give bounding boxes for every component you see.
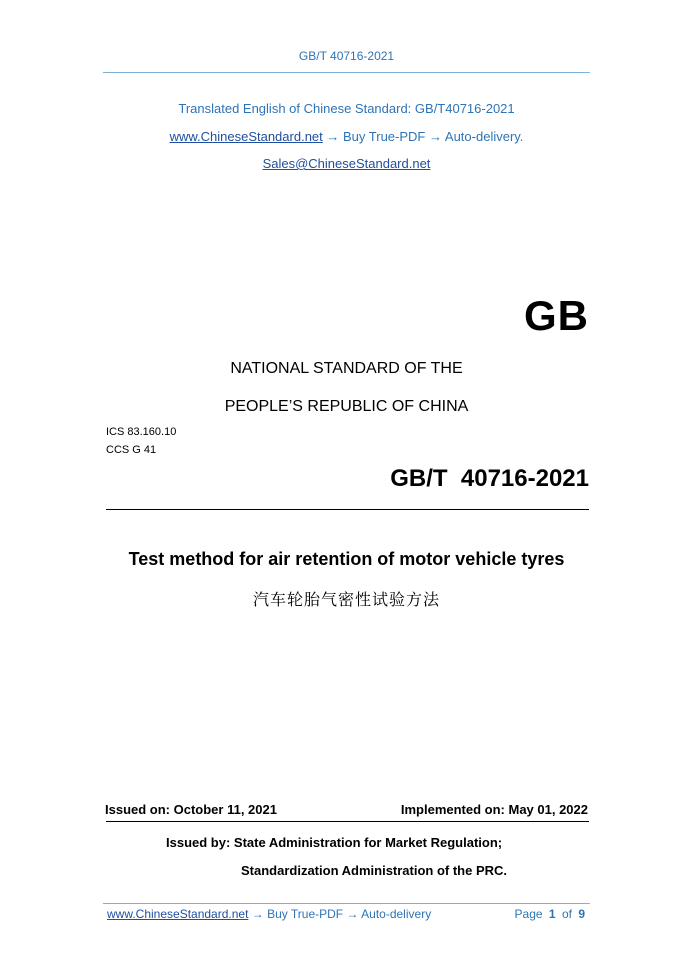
footer-site-link[interactable]: www.ChineseStandard.net [107, 907, 249, 921]
arrow-right-icon: → [346, 907, 359, 921]
standard-number: GB/T 40716-2021 [390, 465, 589, 492]
arrow-right-icon: → [429, 129, 442, 144]
title-english: Test method for air retention of motor vehicle tyres [128, 549, 565, 569]
footer-promo [107, 907, 431, 921]
ics-code: ICS 83.160.10 [106, 426, 177, 438]
header-code: GB/T 40716-2021 [298, 49, 395, 63]
site-link[interactable]: www.ChineseStandard.net [169, 129, 323, 144]
buy-pdf-text: Buy True-PDF [343, 129, 426, 144]
title-chinese: 汽车轮胎气密性试验方法 [252, 592, 440, 609]
header-divider [103, 72, 590, 73]
footer-delivery-text: Auto-delivery [361, 907, 432, 921]
implemented-date: Implemented on: May 01, 2022 [400, 802, 588, 817]
arrow-right-icon: → [326, 129, 340, 144]
issued-date: Issued on: October 11, 2021 [105, 802, 277, 817]
page-indicator [515, 907, 585, 921]
gb-mark: GB [524, 292, 589, 339]
auto-delivery-text: Auto-delivery. [444, 129, 524, 144]
national-standard-line1: NATIONAL STANDARD OF THE [230, 360, 463, 377]
arrow-right-icon: → [251, 907, 264, 921]
title-divider [106, 509, 589, 510]
issued-by-line1: Issued by: State Administration for Market Regulation; [166, 835, 503, 850]
of-word: of [561, 907, 572, 921]
email-line [0, 156, 693, 171]
sales-email-link[interactable]: Sales@ChineseStandard.net [262, 156, 431, 171]
page-word: Page [514, 907, 543, 921]
national-standard-line2: PEOPLE’S REPUBLIC OF CHINA [224, 398, 469, 415]
footer-divider [103, 903, 590, 904]
footer-buy-text: Buy True-PDF [267, 907, 344, 921]
page-number: 1 [548, 907, 556, 921]
page-total: 9 [578, 907, 585, 921]
issued-by-line2: Standardization Administration of the PRC. [241, 863, 508, 878]
translation-line: Translated English of Chinese Standard: GB/T40716-2021 [178, 101, 515, 116]
ccs-code: CCS G 41 [106, 444, 157, 456]
promo-line [0, 129, 693, 144]
dates-divider [106, 821, 589, 822]
